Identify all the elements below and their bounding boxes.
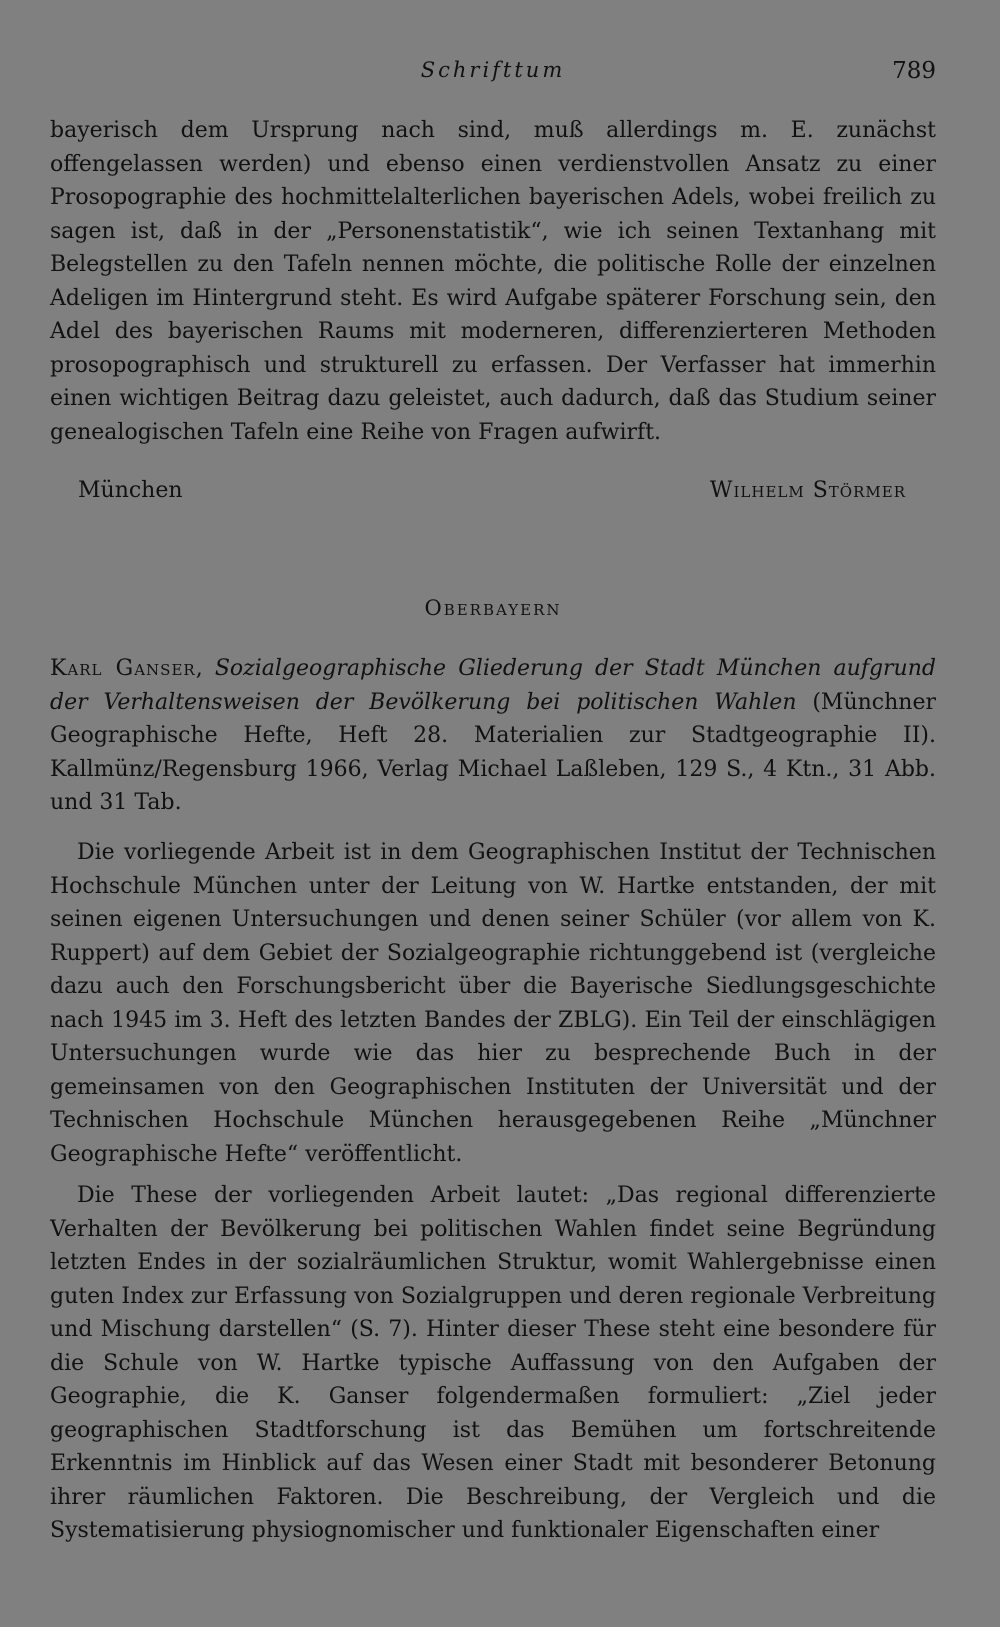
review-signature xyxy=(50,478,936,512)
page-number: 789 xyxy=(892,58,936,84)
citation-title: Sozialgeographische Gliederung der Stadt München aufgrund der Verhaltensweisen der Bevölkerung bei politischen Wahlen xyxy=(50,656,936,715)
review-body xyxy=(50,836,936,1548)
section-heading: Oberbayern xyxy=(424,596,562,620)
citation-publication-details: (Münchner Geographische Hefte, Heft 28. Materialien zur Stadtgeographie II). Kallmünz/Regensburg 1966, Verlag Michael Laßleben, 129 S., 4 Ktn., 31 Abb. und 31 Tab. xyxy=(50,689,936,815)
signature-reviewer: Wilhelm Störmer xyxy=(709,478,906,503)
running-head xyxy=(50,58,936,88)
citation-author: Karl Ganser xyxy=(50,656,196,681)
closing-paragraph: bayerisch dem Ursprung nach sind, muß allerdings m. E. zunächst offengelassen werden) und ebenso einen verdienstvollen Ansatz zu einer Prosopographie des hochmittelalterlichen bayerischen Adels, wobei freilich zu sagen ist, daß in der „Personenstatistik“, wie ich seinen Textanhang mit Belegstellen zu den Tafeln nennen möchte, die politische Rolle der einzelnen Adeligen im Hintergrund steht. Es wird Aufgabe späterer Forschung sein, den Adel des bayerischen Raums mit moderneren, differenzierteren Methoden prosopographisch und strukturell zu erfassen. Der Verfasser hat immerhin einen wichtigen Beitrag dazu geleistet, auch dadurch, daß das Studium seiner genealogischen Tafeln eine Reihe von Fragen aufwirft. xyxy=(50,118,936,445)
body-paragraph: Die These der vorliegenden Arbeit lautet: „Das regional differenzierte Verhalten der Bevölkerung bei politischen Wahlen findet seine Begründung letzten Endes in der sozialräumlichen Struktur, womit Wahlergebnisse einen guten Index zur Erfassung von Sozialgruppen und deren regionale Verbreitung und Mischung darstellen“ (S. 7). Hinter dieser These steht eine besondere für die Schule von W. Hartke typische Auffassung von den Aufgaben der Geographie, die K. Ganser folgendermaßen formuliert: „Ziel jeder geographischen Stadtforschung ist das Bemühen um fortschreitende Erkenntnis im Hinblick auf das Wesen einer Stadt mit besonderer Betonung ihrer räumlichen Faktoren. Die Beschreibung, der Vergleich und die Systematisierung physiognomischer und funktionaler Eigenschaften einer xyxy=(50,1183,936,1543)
running-title: Schrifttum xyxy=(420,58,566,82)
signature-place: München xyxy=(78,478,183,503)
previous-review-ending xyxy=(50,114,936,449)
book-citation xyxy=(50,652,936,820)
body-paragraph: Die vorliegende Arbeit ist in dem Geographischen Institut der Technischen Hochschule München unter der Leitung von W. Hartke entstanden, der mit seinen eigenen Untersuchungen und denen seiner Schüler (vor allem von K. Ruppert) auf dem Gebiet der Sozialgeographie richtunggebend ist (vergleiche dazu auch den Forschungsbericht über die Bayerische Siedlungsgeschichte nach 1945 im 3. Heft des letzten Bandes der ZBLG). Ein Teil der einschlägigen Untersuchungen wurde wie das hier zu besprechende Buch in der gemeinsamen von den Geographischen Instituten der Universität und der Technischen Hochschule München herausgegebenen Reihe „Münchner Geographische Hefte“ veröffentlicht. xyxy=(50,840,936,1167)
citation-text: Karl Ganser, Sozialgeographische Gliederung der Stadt München aufgrund der Verhaltensweisen der Bevölkerung bei politischen Wahlen (Münchner Geographische Hefte, Heft 28. Materialien zur Stadtgeographie II). Kallmünz/Regensburg 1966, Verlag Michael Laßleben, 129 S., 4 Ktn., 31 Abb. und 31 Tab. xyxy=(50,656,936,815)
